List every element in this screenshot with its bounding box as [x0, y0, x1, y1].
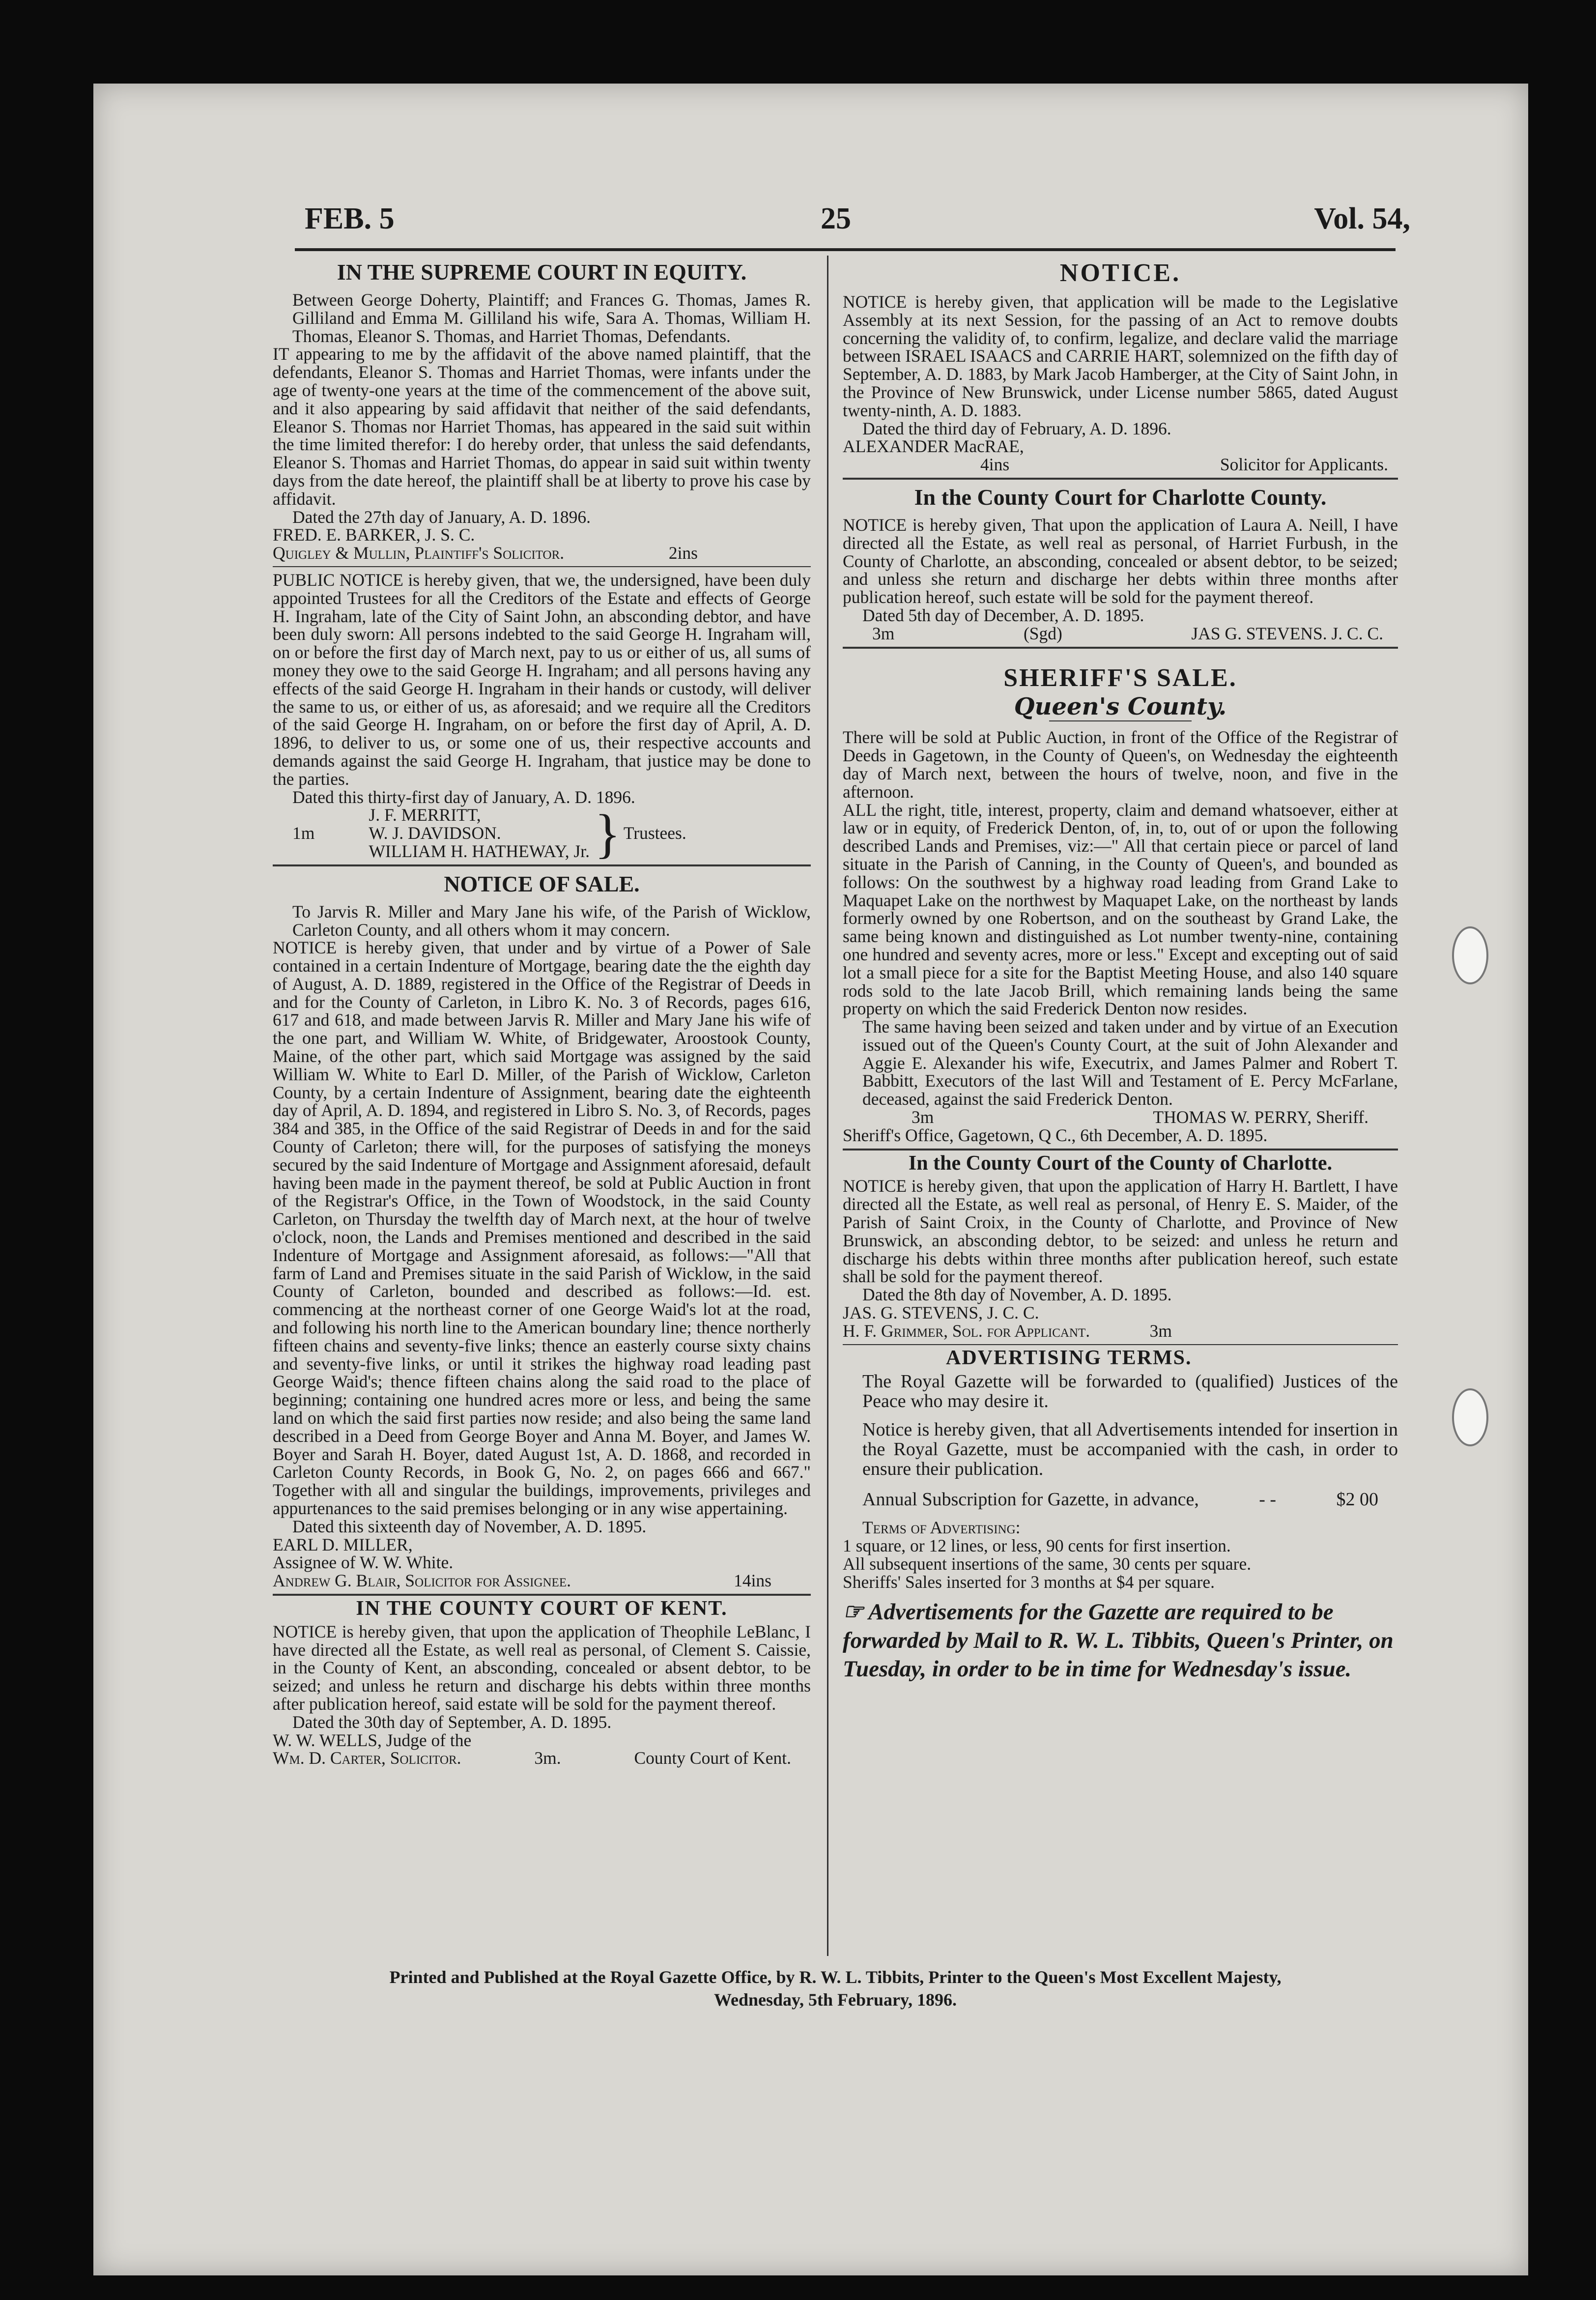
divider [273, 566, 811, 567]
charlotte2-signer: JAS. G. STEVENS, J. C. C. [843, 1303, 1039, 1323]
header-rule [295, 248, 1396, 251]
notice-role: Solicitor for Applicants. [1220, 455, 1388, 475]
kent-heading: IN THE COUNTY COURT OF KENT. [356, 1597, 728, 1620]
sale-signer-role: Assignee of W. W. White. [273, 1552, 454, 1573]
sheriff-body2: ALL the right, title, interest, property, claim and demand whatsoever, either at law or in equity, of Frederick Denton, of, in, to, out of or upon the following described Lands and Premises, viz:—" All that certain piece or parcel of land situate in the Parish of Canning, in the County of Queen's, and bounded as follows: On the southwest by a highway road leading from Grand Lake to Maquapet Lake on the northwest by Maquapet Lake, on the northeast by lands formerly owned by one Robertson, and on the southeast by Grand Lake, the same being known and distinguished as Lot number twenty-nine, containing one hundred and seventy acres, more or less." Except and excepting out of said lot a small piece for a site for the Baptist Meeting House, and also 140 square rods sold to the late Jacob Brill, which remaining lands being the same property on which the said Frederick Denton now resides. [843, 800, 1398, 1019]
terms-p2: Notice is hereby given, that all Advertisements intended for insertion in the Royal Gazette, must be accompanied with the cash, in order to ensure their publication. [862, 1419, 1398, 1480]
footer-line1: Printed and Published at the Royal Gazette Office, by R. W. L. Tibbits, Printer to the Queen's Most Excellent Majesty, [389, 1967, 1282, 1987]
kent-dated: Dated the 30th day of September, A. D. 1895. [292, 1712, 612, 1732]
sheriff-sale [843, 663, 1398, 1145]
notice-ins: 4ins [980, 455, 1010, 475]
public-term: 1m [292, 823, 315, 843]
subscription-price: $2 00 [1336, 1489, 1378, 1510]
sale-notice [273, 870, 811, 1590]
sheriff-signer: THOMAS W. PERRY, Sheriff. [1153, 1107, 1368, 1127]
charlotte1-heading: In the County Court for Charlotte County. [914, 484, 1327, 510]
terms-final: ☞ Advertisements for the Gazette are required to be forwarded by Mail to R. W. L. Tibbits, Queen's Printer, on Tuesday, in order to be in time for Wednesday's issue. [843, 1599, 1394, 1682]
divider [273, 864, 811, 866]
charlotte2-term: 3m [1149, 1321, 1172, 1341]
charlotte1-dated: Dated 5th day of December, A. D. 1895. [862, 605, 1144, 625]
equity-ins: 2ins [668, 543, 698, 563]
equity-signer: FRED. E. BARKER, J. S. C. [273, 525, 475, 545]
kent-signer: W. W. WELLS, Judge of the [273, 1730, 472, 1750]
notice-body: NOTICE is hereby given, that application will be made to the Legislative Assembly at its next Session, for the passing of an Act to remove doubts concerning the validity of, to confirm, legalize, and declare valid the marriage between ISRAEL ISAACS and CARRIE HART, solemnized on the fifth day of September, A. D. 1883, by Mark Jacob Hamberger, at the City of Saint John, in the Province of New Brunswick, under License number 5865, dated August twenty-ninth, A. D. 1883. [843, 292, 1398, 420]
issue-date: FEB. 5 [305, 202, 395, 235]
kent-notice [273, 1597, 811, 1768]
divider [843, 478, 1398, 480]
equity-body: IT appearing to me by the affidavit of the above named plaintiff, that the defendants, Eleanor S. Thomas and Harriet Thomas, were infants under the age of twenty-one years at the time of the commencement of the above suit, and it also appearing by said affidavit that neither of the said defendants, Eleanor S. Thomas nor Harriet Thomas, has appeared in the said suit within the time limited therefor: I do hereby order, that unless the said defendants, Eleanor S. Thomas and Harriet Thomas, do appear in said suit within twenty days from the date hereof, the plaintiff shall be at liberty to prove his case by affidavit. [273, 344, 811, 509]
divider [843, 1149, 1398, 1150]
short-rule [1049, 720, 1192, 721]
column-divider [827, 256, 828, 1956]
notice-heading: NOTICE. [1059, 259, 1181, 287]
sheriff-county: Queen's County. [1014, 692, 1227, 720]
divider [843, 647, 1398, 649]
subscription-label: Annual Subscription for Gazette, in advance, [862, 1489, 1199, 1510]
charlotte1-sgd: (Sgd) [1023, 623, 1062, 643]
sheriff-body3: The same having been seized and taken under and by virtue of an Execution issued out of the Queen's County Court, at the suit of John Alexander and Aggie E. Alexander his wife, Executrix, and James Palmer and Robert T. Babbitt, Executors of the last Will and Testament of E. Percy McFarlane, deceased, against the said Frederick Denton. [862, 1017, 1398, 1109]
charlotte2-dated: Dated the 8th day of November, A. D. 1895. [862, 1285, 1172, 1305]
left-column [273, 256, 811, 1767]
sheriff-heading: SHERIFF'S SALE. [1003, 663, 1237, 692]
brace: } [595, 803, 621, 863]
kent-term: 3m. [534, 1748, 561, 1768]
volume-number: Vol. 54, [1314, 202, 1410, 235]
sale-heading: NOTICE OF SALE. [444, 871, 640, 896]
terms-heading: ADVERTISING TERMS. [946, 1346, 1192, 1369]
terms-line: 1 square, or 12 lines, or less, 90 cents for first insertion. [843, 1536, 1231, 1556]
charlotte1-signer: JAS G. STEVENS. J. C. C. [1191, 623, 1383, 643]
charlotte1-term: 3m [872, 623, 895, 643]
equity-notice [273, 259, 811, 562]
charlotte-notice-1 [843, 484, 1398, 643]
page-header [216, 201, 1410, 246]
equity-dated: Dated the 27th day of January, A. D. 1896. [292, 507, 591, 527]
sheriff-body: There will be sold at Public Auction, in front of the Office of the Registrar of Deeds in Gagetown, in the County of Queen's, on Wednesday the eighteenth day of March next, between the hours of twelve, noon, and five in the afternoon. [843, 727, 1398, 802]
public-dated: Dated this thirty-first day of January, A. D. 1896. [292, 787, 635, 807]
divider [843, 1344, 1398, 1345]
terms-label: Terms of Advertising: [862, 1518, 1021, 1538]
sheriff-term: 3m [912, 1107, 934, 1127]
binding-hole-upper [1452, 926, 1488, 984]
public-body: PUBLIC NOTICE is hereby given, that we, the undersigned, have been duly appointed Trustees for all the Creditors of the Estate and effects of George H. Ingraham, late of the City of Saint John, an absconding debtor, and have been duly sworn: All persons indebted to the said George H. Ingraham will, on or before the first day of March next, pay to us or either of us, all sums of money they owe to the said George H. Ingraham; and all persons having any effects of the said George H. Ingraham in their hands or custody, will deliver the same to us, or either of us, as aforesaid; and we require all the Creditors of the said George H. Ingraham, on or before the first day of April, A. D. 1896, to deliver to us, or some one of us, their respective accounts and demands against the said George H. Ingraham, that justice may be done to the parties. [273, 570, 811, 789]
subscription-dashes: - - [1259, 1489, 1277, 1510]
sale-signer: EARL D. MILLER, [273, 1534, 413, 1554]
charlotte-notice-2 [843, 1151, 1398, 1341]
kent-solicitor: Wm. D. Carter, Solicitor. [273, 1748, 461, 1768]
sale-body: NOTICE is hereby given, that under and by virtue of a Power of Sale contained in a certain Indenture of Mortgage, bearing date the the eighth day of August, A. D. 1889, registered in the Office of the Registrar of Deeds in and for the County of Carleton, in Libro K. No. 3 of Records, pages 616, 617 and 618, and made between Jarvis R. Miller and Mary Jane his wife of the one part, and William W. White, of Bridgewater, Aroostook County, Maine, of the other part, which said Mortgage was assigned by the said William W. White to Earl D. Miller, of the Parish of Wicklow, Carleton County, by a certain Indenture of Assignment, bearing date the eighteenth day of April, A. D. 1894, and registered in Libro S. No. 3, of Records, pages 384 and 385, in the Office of the said Registrar of Deeds in and for the said County of Carleton; there will, for the purposes of satisfying the moneys secured by the said Indenture of Mortgage and Assignment aforesaid, default having been made in the payment thereof, be sold at Public Auction in front of the Registrar's Office, in the Town of Woodstock, in the said County Carleton, on Thursday the twelfth day of March next, at the hour of twelve o'clock, noon, the Lands and Premises mentioned and described in the said Indenture of Mortgage and Assignment aforesaid, as follows:—"All that farm of Land and Premises situate in the said Parish of Wicklow, in the said County of Carleton, bounded and described as follows:—Id. est. commencing at the northeast corner of one George Waid's lot at the road, and following his north line to the American boundary line; thence northerly fifteen chains and seventy-five links; thence an easterly course sixty chains and seventy-five links, or until it strikes the highway road leading past George Waid's; thence fifteen chains along the said road to the place of beginning; containing one hundred acres more or less, and being the same land on which the said first parties now reside; and also being the same land described in a Deed from George Boyer and Anna M. Boyer, and James W. Boyer and Sarah H. Boyer, dated August 1st, A. D. 1868, and recorded in Carleton County Records, in Book G, No. 2, on pages 666 and 667." Together with all and singular the buildings, improvements, privileges and appurtenances to the said premises belonging or in any wise appertaining. [273, 938, 811, 1518]
subscription-line [843, 1491, 1398, 1509]
equity-parties: Between George Doherty, Plaintiff; and Frances G. Thomas, James R. Gilliland and Emma M. Gilliland his wife, Sara A. Thomas, William H. Thomas, Eleanor S. Thomas, and Harriet Thomas, Defendants. [292, 290, 811, 346]
terms-p1: The Royal Gazette will be forwarded to (qualified) Justices of the Peace who may desire it. [862, 1371, 1398, 1412]
footer-line2: Wednesday, 5th February, 1896. [713, 1990, 957, 2010]
equity-heading: IN THE SUPREME COURT IN EQUITY. [337, 259, 747, 285]
trustee-name: J. F. MERRITT, [369, 805, 481, 825]
marriage-notice [843, 259, 1398, 474]
charlotte1-body: NOTICE is hereby given, That upon the application of Laura A. Neill, I have directed all the Estate, as well real as personal, of Harriet Furbush, in the County of Charlotte, an absconding, concealed or absent debtor, to be seized; and unless she return and discharge her debts within three months after publication hereof, such estate will be sold for the payment thereof. [843, 515, 1398, 607]
sale-dated: Dated this sixteenth day of November, A. D. 1895. [292, 1516, 647, 1536]
binding-hole-lower [1452, 1388, 1488, 1446]
advertising-terms [843, 1346, 1398, 1684]
notice-signer: ALEXANDER MacRAE, [843, 436, 1024, 457]
sale-solicitor: Andrew G. Blair, Solicitor for Assignee. [273, 1571, 571, 1591]
trustees-block [292, 803, 811, 863]
sale-to: To Jarvis R. Miller and Mary Jane his wife, of the Parish of Wicklow, Carleton County, and all others whom it may concern. [292, 901, 811, 940]
charlotte2-heading: In the County Court of the County of Charlotte. [908, 1151, 1333, 1175]
notice-dated: Dated the third day of February, A. D. 1896. [862, 418, 1171, 438]
trustee-name: W. J. DAVIDSON. [369, 823, 501, 843]
right-column [843, 256, 1398, 1683]
sale-ins: 14ins [734, 1571, 771, 1591]
public-notice [273, 571, 811, 861]
sheriff-office: Sheriff's Office, Gagetown, Q C., 6th December, A. D. 1895. [843, 1125, 1268, 1145]
equity-solicitor: Quigley & Mullin, Plaintiff's Solicitor. [273, 543, 565, 563]
kent-body: NOTICE is hereby given, that upon the application of Theophile LeBlanc, I have directed all the Estate, as well real as personal, of Clement S. Caissie, in the County of Kent, an absconding, concealed or absent debtor, to be seized; and unless he return and discharge his debts within three months after publication hereof, said estate will be sold for the payment thereof. [273, 1621, 811, 1714]
trustees-label: Trustees. [623, 823, 686, 843]
terms-line: All subsequent insertions of the same, 30 cents per square. [843, 1553, 1252, 1574]
divider [273, 1594, 811, 1596]
kent-court: County Court of Kent. [634, 1748, 791, 1768]
charlotte2-solicitor: H. F. Grimmer, Sol. for Applicant. [843, 1321, 1090, 1341]
charlotte2-body: NOTICE is hereby given, that upon the application of Harry H. Bartlett, I have directed all the Estate, as well real as personal, of Henry E. S. Maider, of the Parish of Saint Croix, in the County of Charlotte, and Province of New Brunswick, an absconding debtor, to be seized: and unless he return and discharge his debts within three months after publication hereof, such estate shall be sold for the payment thereof. [843, 1176, 1398, 1287]
trustee-name: WILLIAM H. HATHEWAY, Jr. [369, 841, 590, 861]
terms-line: Sheriffs' Sales inserted for 3 months at $4 per square. [843, 1572, 1215, 1592]
page-number: 25 [821, 202, 851, 235]
page-footer [275, 1966, 1396, 2011]
